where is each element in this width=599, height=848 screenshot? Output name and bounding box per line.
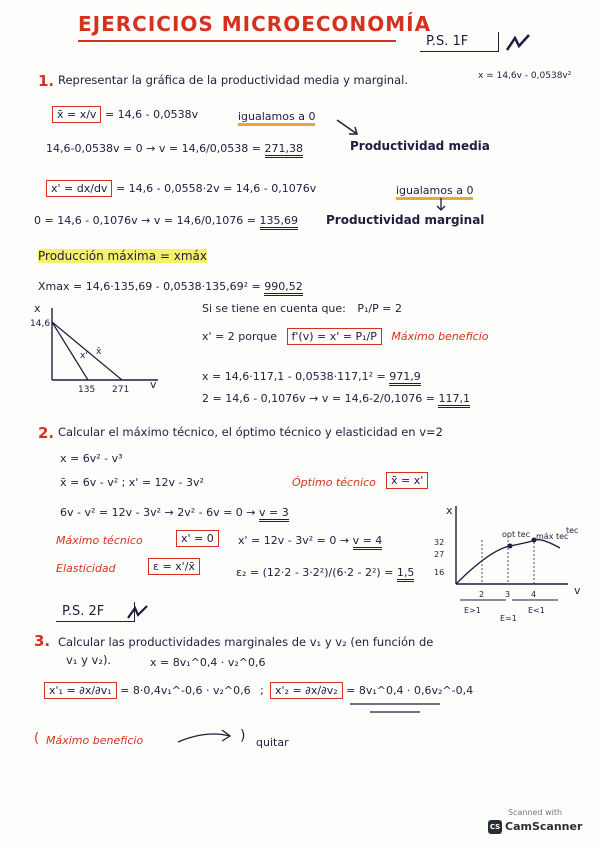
avg-note: igualamos a 0	[238, 110, 315, 123]
down-arrow-icon	[436, 198, 446, 212]
title-underline	[78, 40, 396, 42]
camscanner-watermark	[488, 806, 588, 840]
arrow-icon	[335, 118, 361, 138]
graph1-x-label: v	[150, 378, 157, 391]
graph2-x-tick-2: 2	[479, 590, 485, 599]
marg-label: Productividad marginal	[326, 213, 485, 227]
maximo-formula-wrap	[176, 532, 219, 545]
ex3-note-close: )	[240, 728, 246, 744]
marg-formula-row	[46, 182, 316, 195]
marg-solve: 0 = 14,6 - 0,1076v → v = 14,6/0,1076 = 135,69	[34, 214, 298, 227]
lightning-icon	[126, 604, 152, 622]
ps-2f-label: P.S. 2F	[62, 604, 105, 619]
marg-result: 135,69	[260, 214, 299, 230]
graph2-max-label: máx tec	[536, 532, 569, 541]
calc-x: x = 14,6·117,1 - 0,0538·117,1² = 971,9	[202, 370, 421, 383]
graph2-y-tick-27: 27	[434, 550, 445, 559]
graph2-e-eq: E=1	[500, 614, 517, 623]
graph2-opt-label: opt tec	[502, 530, 531, 539]
ex3-f2-row	[270, 684, 473, 697]
marg-expr: = 14,6 - 0,0558·2v = 14,6 - 0,1076v	[115, 182, 317, 195]
line2-result: v = 3	[259, 506, 289, 522]
xprime-row: x' = 2 porque f'(v) = x' = P₁/P Máximo beneficio	[202, 330, 489, 343]
graph2-y-label: x	[446, 504, 453, 517]
elasticidad-label: Elasticidad	[56, 562, 116, 575]
ex2-line-2: 6v - v² = 12v - 3v² → 2v² - 6v = 0 → v = 3	[60, 506, 289, 519]
graph2-e-gt: E>1	[464, 606, 481, 615]
cond-text: Si se tiene en cuenta que: P₁/P = 2	[202, 302, 402, 315]
graph2-tec-label: tec	[566, 526, 579, 535]
graph1-y-tick: 14,6	[30, 319, 51, 329]
optimo-label: Óptimo técnico	[292, 476, 376, 489]
production-graph	[430, 500, 580, 620]
graph2-x-tick-3: 3	[505, 590, 511, 599]
f1-formula: x'₁ = ∂x/∂v₁	[44, 682, 117, 699]
exercise-3-number: 3.	[34, 632, 51, 650]
avg-result: 271,38	[265, 142, 304, 158]
exercise-2-function: x = 6v² - v³	[60, 452, 123, 465]
f2-formula: x'₂ = ∂x/∂v₂	[270, 682, 343, 699]
maximo-label: Máximo técnico	[56, 534, 143, 547]
calc-v: 2 = 14,6 - 0,1076v → v = 14,6-2/0,1076 = 117,1	[202, 392, 470, 405]
xmax-calc: Xmax = 14,6·135,69 - 0,0538·135,69² = 990,52	[38, 280, 303, 293]
elast-calc: ε₂ = (12·2 - 3·2²)/(6·2 - 2²) = 1,5	[236, 566, 414, 579]
exercise-2-number: 2.	[38, 424, 55, 442]
camscanner-logo-icon: CS	[488, 820, 502, 834]
ex3-note: Máximo beneficio	[46, 734, 144, 747]
xmax-result: 990,52	[264, 280, 303, 296]
marg-note: igualamos a 0	[396, 184, 473, 197]
ps-1f-box	[420, 32, 499, 52]
graph2-y-tick-16: 16	[434, 568, 445, 577]
camscanner-brand: CamScanner	[505, 820, 583, 833]
maximo-formula: x' = 0	[176, 530, 219, 547]
max-prod-label: Producción máxima = xmáx	[38, 249, 208, 263]
exercise-1-function: x = 14,6v - 0,0538v²	[478, 71, 572, 81]
exercise-1-number: 1.	[38, 72, 55, 90]
graph1-x-tick-2: 271	[112, 385, 130, 395]
avg-formula: x̄ = x/v	[52, 106, 101, 123]
double-underline	[350, 700, 450, 720]
ps-1f-label: P.S. 1F	[426, 34, 469, 49]
calc-v-result: 117,1	[438, 392, 470, 408]
page-title: EJERCICIOS MICROECONOMÍA	[78, 12, 432, 36]
graph2-x-tick-4: 4	[531, 590, 537, 599]
graph1-y-label: x	[34, 302, 41, 315]
exercise-3-statement-1: Calcular las productividades marginales de v₁ y v₂ (en función de	[58, 635, 434, 649]
elast-formula-wrap	[148, 560, 200, 573]
exercise-3-statement-2: v₁ y v₂).	[66, 653, 112, 667]
optimo-formula: x̄ = x'	[386, 472, 428, 489]
right-arrow-icon	[176, 726, 238, 748]
avg-formula-row	[52, 108, 198, 121]
graph2-x-label: v	[574, 584, 581, 597]
profit-formula: f'(v) = x' = P₁/P	[287, 328, 382, 345]
avg-label: Productividad media	[350, 139, 490, 153]
optimo-formula-wrap	[386, 474, 428, 487]
line3-result: v = 4	[353, 534, 383, 550]
scanned-with-text: Scanned with	[508, 808, 563, 817]
ex3-note-2: quitar	[256, 736, 289, 749]
marg-formula: x' = dx/dv	[46, 180, 112, 197]
ex3-note-open: (	[34, 731, 40, 746]
graph1-curve-2: x̄	[96, 347, 102, 357]
exercise-3-function: x = 8v₁^0,4 · v₂^0,6	[150, 656, 266, 669]
ex2-line-3: x' = 12v - 3v² = 0 → v = 4	[238, 534, 382, 547]
lightning-icon	[505, 32, 535, 54]
productivity-graph	[30, 300, 180, 400]
ps-2f-box	[56, 602, 135, 622]
exercise-1-statement: Representar la gráfica de la productividad media y marginal.	[58, 73, 408, 87]
cond-formula: P₁/P = 2	[357, 302, 402, 315]
graph1-curve-1: x'	[80, 351, 88, 361]
graph2-y-tick-32: 32	[434, 538, 445, 547]
avg-expr: = 14,6 - 0,0538v	[104, 108, 199, 121]
exercise-2-statement: Calcular el máximo técnico, el óptimo técnico y elasticidad en v=2	[58, 425, 443, 439]
calc-x-result: 971,9	[389, 370, 421, 386]
ex2-line-1: x̄ = 6v - v² ; x' = 12v - 3v²	[60, 476, 204, 489]
elast-result: 1,5	[397, 566, 415, 582]
avg-solve: 14,6-0,0538v = 0 → v = 14,6/0,0538 = 271,38	[46, 142, 303, 155]
ex3-f1-row: x'₁ = ∂x/∂v₁ = 8·0,4v₁^-0,6 · v₂^0,6 ;	[44, 684, 264, 697]
profit-label: Máximo beneficio	[391, 330, 489, 343]
f2-expr: = 8v₁^0,4 · 0,6v₂^-0,4	[346, 684, 474, 697]
graph1-x-tick-1: 135	[78, 385, 96, 395]
f1-expr: = 8·0,4v₁^-0,6 · v₂^0,6	[120, 684, 251, 697]
graph2-e-lt: E<1	[528, 606, 545, 615]
elast-formula: ε = x'/x̄	[148, 558, 200, 575]
